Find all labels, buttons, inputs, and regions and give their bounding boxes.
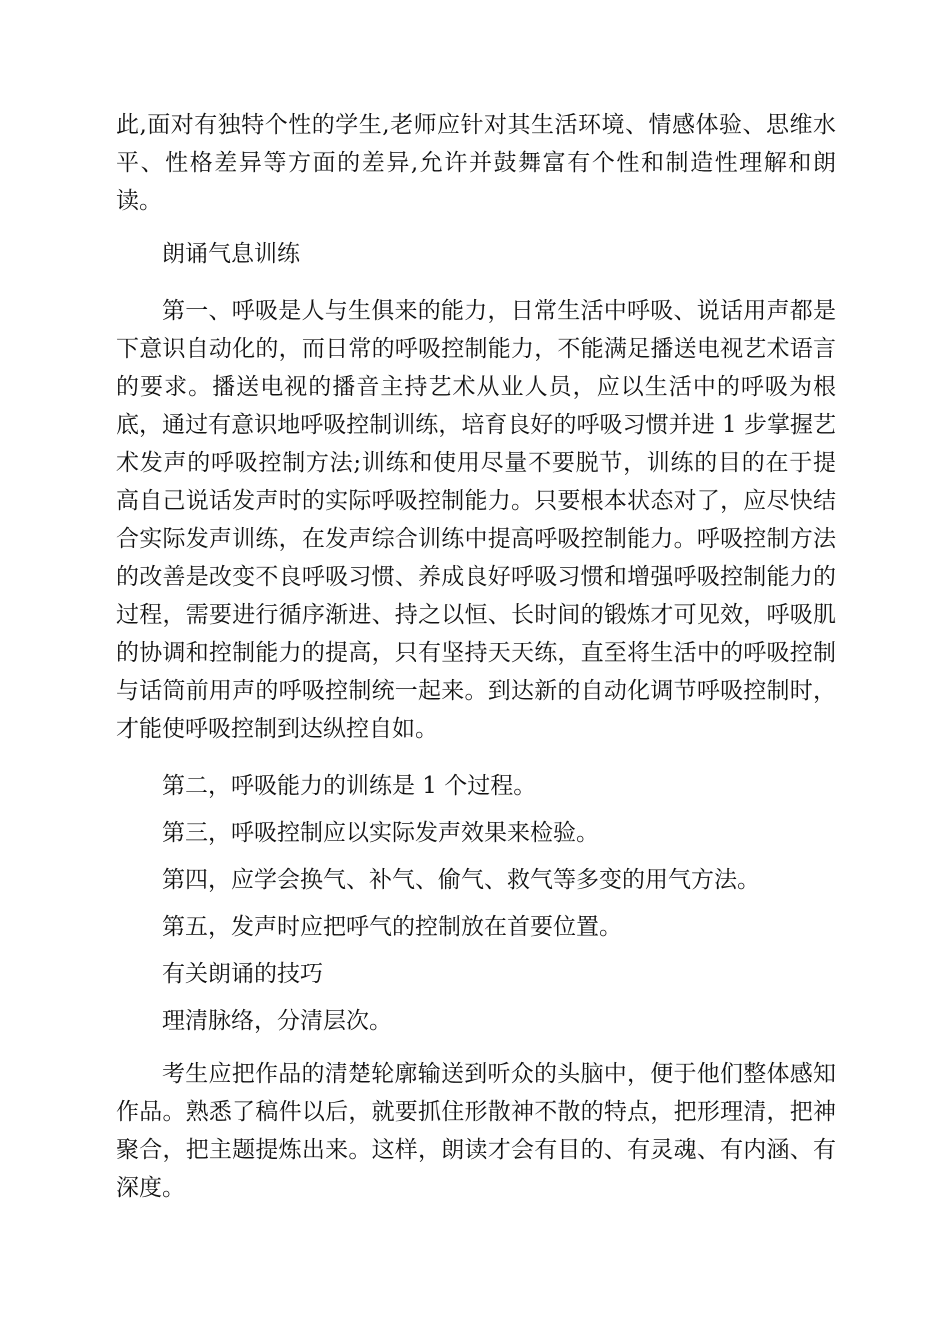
paragraph-point-1: 第一、呼吸是人与生俱来的能力，日常生活中呼吸、说话用声都是下意识自动化的，而日常的呼吸控制能力，不能满足播送电视艺术语言的要求。播送电视的播音主持艺术从业人员，应以生活中的呼吸为根底，通过有意识地呼吸控制训练，培育良好的呼吸习惯并进 1 步掌握艺术发声的呼吸控制方法;训练和使用尽量不要脱节，训练的目的在于提高自己说话发声时的实际呼吸控制能力。只要根本状态对了，应尽快结合实际发声训练，在发声综合训练中提高呼吸控制能力。呼吸控制方法的改善是改变不良呼吸习惯、养成良好呼吸习惯和增强呼吸控制能力的过程，需要进行循序渐进、持之以恒、长时间的锻炼才可见效，呼吸肌的协调和控制能力的提高，只有坚持天天练，直至将生活中的呼吸控制与话筒前用声的呼吸控制统一起来。到达新的自动化调节呼吸控制时，才能使呼吸控制到达纵控自如。 [116,298,836,742]
paragraph-point-2: 第二，呼吸能力的训练是 1 个过程。 [162,773,537,799]
heading-breath-training: 朗诵气息训练 [162,241,300,267]
continuation-paragraph: 此,面对有独特个性的学生,老师应针对其生活环境、情感体验、思维水平、性格差异等方面的差异,允许并鼓舞富有个性和制造性理解和朗读。 [116,112,836,214]
paragraph-structure-body: 考生应把作品的清楚轮廓输送到听众的头脑中，便于他们整体感知作品。熟悉了稿件以后，就要抓住形散神不散的特点，把形理清，把神聚合，把主题提炼出来。这样，朗读才会有目的、有灵魂、有内涵、有深度。 [116,1061,836,1201]
paragraph-point-5: 第五，发声时应把呼气的控制放在首要位置。 [162,914,622,940]
subheading-structure: 理清脉络，分清层次。 [162,1008,392,1034]
paragraph-point-3: 第三，呼吸控制应以实际发声效果来检验。 [162,820,599,846]
heading-recitation-skills: 有关朗诵的技巧 [162,961,323,987]
paragraph-point-4: 第四，应学会换气、补气、偷气、救气等多变的用气方法。 [162,867,760,893]
document-page [116,106,836,1207]
